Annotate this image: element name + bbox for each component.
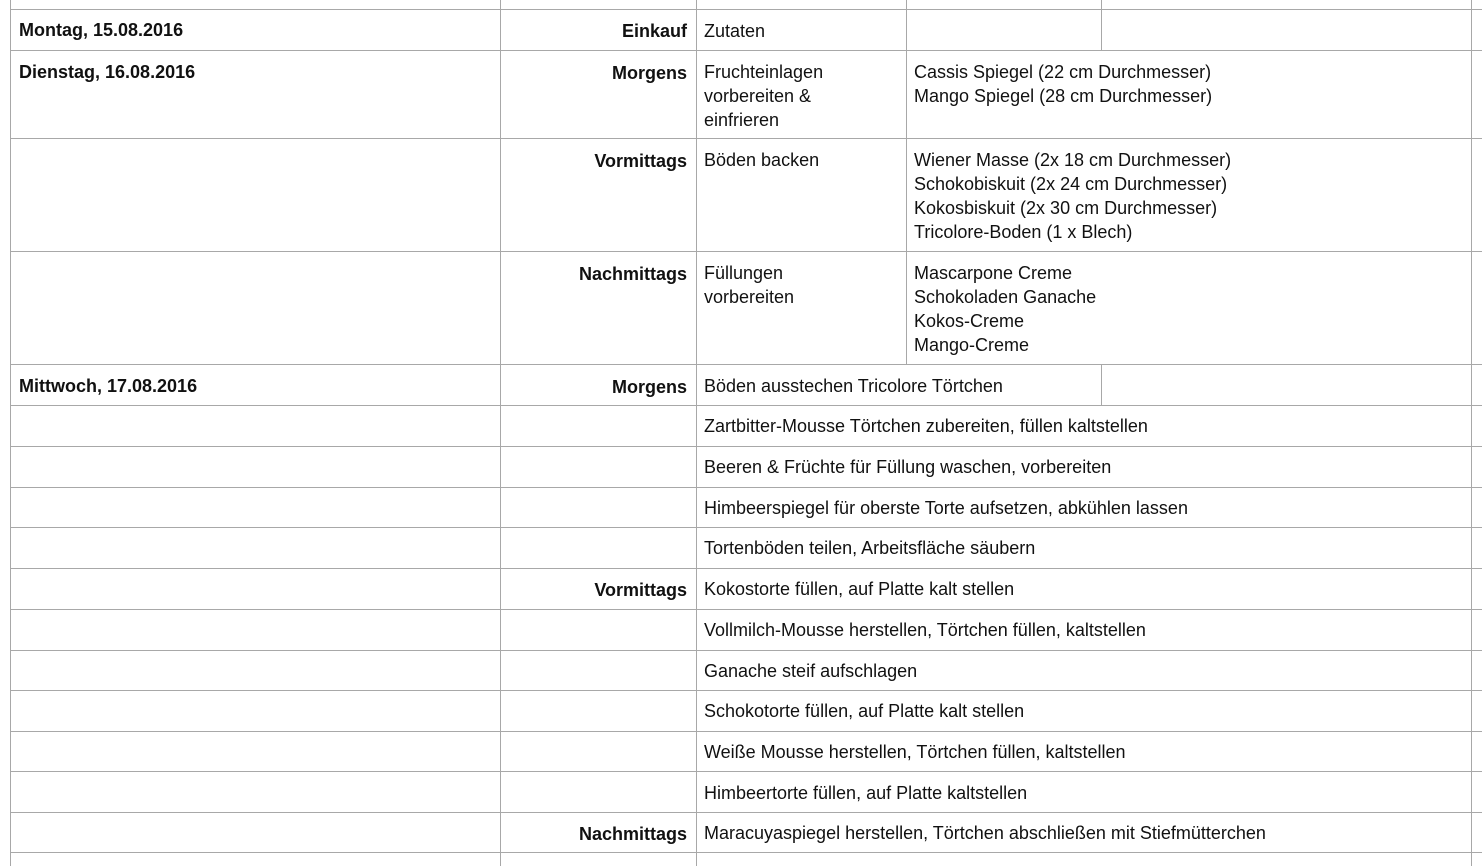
task-text: Zartbitter-Mousse Törtchen zubereiten, füllen kaltstellen <box>704 416 1148 436</box>
detail-item: Mango-Creme <box>914 335 1030 355</box>
task-line: Füllungen <box>704 263 784 283</box>
timeslot-label: Vormittags <box>594 151 687 171</box>
grid-line <box>10 364 1482 365</box>
task-text: Beeren & Früchte für Füllung waschen, vorbereiten <box>704 457 1112 477</box>
timeslot-label: Vormittags <box>594 580 687 600</box>
day-label: Dienstag, 16.08.2016 <box>19 62 196 82</box>
day-label: Mittwoch, 17.08.2016 <box>19 376 198 396</box>
grid-line <box>10 812 1482 813</box>
timeslot-label: Morgens <box>611 377 687 397</box>
grid-line <box>10 609 1482 610</box>
task-text: Vollmilch-Mousse herstellen, Törtchen füllen, kaltstellen <box>704 620 1146 640</box>
detail-list <box>914 261 1096 357</box>
task-text <box>704 60 823 132</box>
timeslot-label: Nachmittags <box>578 264 687 284</box>
task-line: vorbereiten <box>704 287 795 307</box>
task-text: Himbeerspiegel für oberste Torte aufsetzen, abkühlen lassen <box>704 498 1188 518</box>
task-line: einfrieren <box>704 110 780 130</box>
detail-list <box>914 148 1231 244</box>
grid-line <box>1471 0 1472 866</box>
timeslot-label: Nachmittags <box>578 824 687 844</box>
grid-line <box>10 771 1482 772</box>
task-text: Ganache steif aufschlagen <box>704 661 918 681</box>
grid-line <box>10 0 11 866</box>
detail-item: Tricolore-Boden (1 x Blech) <box>914 222 1133 242</box>
grid-line <box>10 731 1482 732</box>
timeslot-label: Einkauf <box>621 21 687 41</box>
grid-line <box>696 0 697 866</box>
task-text: Weiße Mousse herstellen, Törtchen füllen, kaltstellen <box>704 742 1126 762</box>
grid-line <box>10 650 1482 651</box>
grid-line <box>10 50 1482 51</box>
grid-line <box>10 138 1482 139</box>
grid-line <box>906 0 907 365</box>
grid-line <box>10 568 1482 569</box>
task-text: Himbeertorte füllen, auf Platte kaltstellen <box>704 783 1028 803</box>
task-text: Tortenböden teilen, Arbeitsfläche säubern <box>704 538 1036 558</box>
task-line: Fruchteinlagen <box>704 62 824 82</box>
task-text: Zutaten <box>704 21 766 41</box>
detail-item: Wiener Masse (2x 18 cm Durchmesser) <box>914 150 1232 170</box>
grid-line <box>10 251 1482 252</box>
task-line: vorbereiten & <box>704 86 812 106</box>
task-text: Kokostorte füllen, auf Platte kalt stellen <box>704 579 1015 599</box>
day-label: Montag, 15.08.2016 <box>19 20 184 40</box>
detail-item: Mascarpone Creme <box>914 263 1073 283</box>
grid-line <box>10 487 1482 488</box>
detail-list <box>914 60 1212 108</box>
grid-line <box>10 852 1482 853</box>
detail-item: Cassis Spiegel (22 cm Durchmesser) <box>914 62 1212 82</box>
task-text: Schokotorte füllen, auf Platte kalt stellen <box>704 701 1025 721</box>
timeslot-label: Morgens <box>611 63 687 83</box>
detail-item: Kokos-Creme <box>914 311 1025 331</box>
grid-line <box>10 9 1482 10</box>
grid-line <box>10 690 1482 691</box>
task-text: Maracuyaspiegel herstellen, Törtchen abschließen mit Stiefmütterchen <box>704 823 1266 843</box>
grid-line <box>500 0 501 866</box>
grid-line <box>10 405 1482 406</box>
detail-item: Schokoladen Ganache <box>914 287 1097 307</box>
grid-line <box>10 527 1482 528</box>
detail-item: Mango Spiegel (28 cm Durchmesser) <box>914 86 1213 106</box>
task-text <box>704 261 794 309</box>
detail-item: Schokobiskuit (2x 24 cm Durchmesser) <box>914 174 1228 194</box>
task-text: Böden backen <box>704 150 820 170</box>
grid-line <box>10 446 1482 447</box>
detail-item: Kokosbiskuit (2x 30 cm Durchmesser) <box>914 198 1218 218</box>
task-text: Böden ausstechen Tricolore Törtchen <box>704 376 1003 396</box>
grid-line <box>1101 0 1102 51</box>
grid-line <box>1101 364 1102 405</box>
